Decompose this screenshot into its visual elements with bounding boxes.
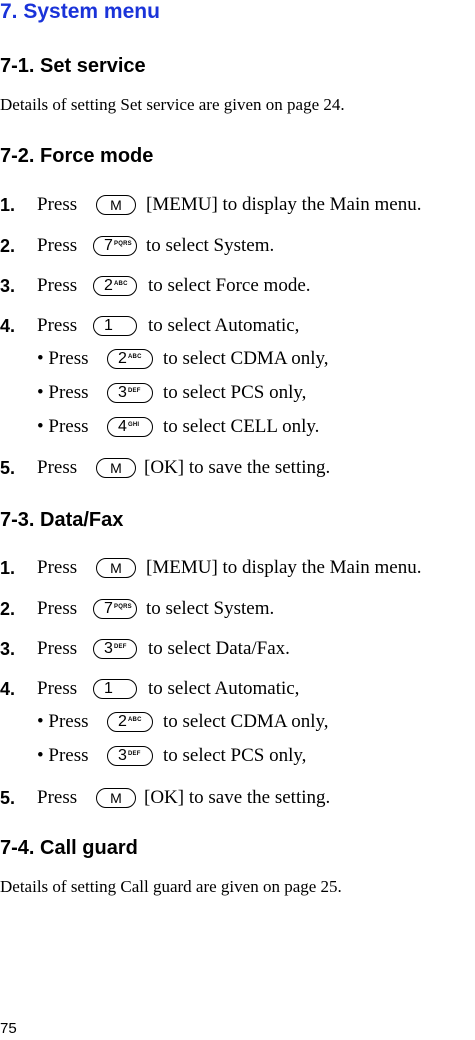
section-heading-data-fax: 7-3. Data/Fax xyxy=(0,509,124,531)
step-text: to select System. xyxy=(146,598,275,619)
bullet-text: • Press xyxy=(37,711,89,732)
step-number: 3. xyxy=(0,639,16,659)
step-1 xyxy=(0,555,475,581)
step-text: [MEMU] to display the Main menu. xyxy=(146,194,422,215)
step-number: 1. xyxy=(0,558,16,578)
step-number: 2. xyxy=(0,236,16,256)
key-3-icon: 3 DEF xyxy=(93,639,137,659)
bullet-pcs xyxy=(0,743,475,769)
step-text: Press xyxy=(37,678,78,699)
step-number: 3. xyxy=(0,276,16,296)
step-text: Press xyxy=(37,275,78,296)
bullet-text: • Press xyxy=(37,382,89,403)
menu-key-icon: M xyxy=(96,788,136,808)
key-7-icon: 7 PQRS xyxy=(93,236,137,256)
bullet-text: to select CELL only. xyxy=(163,416,320,437)
key-2-icon: 2 ABC xyxy=(107,349,153,369)
set-service-text: Details of setting Set service are given on page 24. xyxy=(0,95,345,114)
bullet-cdma xyxy=(0,346,475,372)
bullet-text: to select CDMA only, xyxy=(163,348,329,369)
step-number: 5. xyxy=(0,458,16,478)
step-text: Press xyxy=(37,787,78,808)
section-heading-force-mode: 7-2. Force mode xyxy=(0,145,154,167)
step-text: [MEMU] to display the Main menu. xyxy=(146,557,422,578)
menu-key-icon: M xyxy=(96,558,136,578)
step-5 xyxy=(0,455,475,481)
step-text: Press xyxy=(37,557,78,578)
bullet-text: • Press xyxy=(37,416,89,437)
bullet-cell xyxy=(0,414,475,440)
bullet-text: to select CDMA only, xyxy=(163,711,329,732)
step-text: Press xyxy=(37,315,78,336)
step-text: to select Automatic, xyxy=(148,315,300,336)
step-1 xyxy=(0,192,475,218)
page-title: 7. System menu xyxy=(0,0,160,23)
step-4 xyxy=(0,676,475,702)
step-text: Press xyxy=(37,235,78,256)
bullet-pcs xyxy=(0,380,475,406)
step-3 xyxy=(0,636,475,662)
step-2 xyxy=(0,233,475,259)
key-4-icon: 4 GHI xyxy=(107,417,153,437)
step-4 xyxy=(0,313,475,339)
step-number: 4. xyxy=(0,316,16,336)
step-text: to select Data/Fax. xyxy=(148,638,290,659)
page-number: 75 xyxy=(0,1020,17,1037)
key-1-icon: 1 xyxy=(93,316,137,336)
step-2 xyxy=(0,596,475,622)
key-3-icon: 3 DEF xyxy=(107,383,153,403)
bullet-text: to select PCS only, xyxy=(163,382,307,403)
step-text: Press xyxy=(37,638,78,659)
step-number: 2. xyxy=(0,599,16,619)
bullet-cdma xyxy=(0,709,475,735)
step-text: Press xyxy=(37,457,78,478)
step-number: 5. xyxy=(0,788,16,808)
step-number: 4. xyxy=(0,679,16,699)
step-3 xyxy=(0,273,475,299)
bullet-text: to select PCS only, xyxy=(163,745,307,766)
step-text: to select Force mode. xyxy=(148,275,311,296)
bullet-text: • Press xyxy=(37,745,89,766)
step-text: to select Automatic, xyxy=(148,678,300,699)
key-1-icon: 1 xyxy=(93,679,137,699)
step-text: to select System. xyxy=(146,235,275,256)
bullet-text: • Press xyxy=(37,348,89,369)
step-text: Press xyxy=(37,194,78,215)
step-text: [OK] to save the setting. xyxy=(144,787,331,808)
call-guard-text: Details of setting Call guard are given on page 25. xyxy=(0,877,342,896)
key-3-icon: 3 DEF xyxy=(107,746,153,766)
section-heading-call-guard: 7-4. Call guard xyxy=(0,837,138,859)
step-text: [OK] to save the setting. xyxy=(144,457,331,478)
step-number: 1. xyxy=(0,195,16,215)
step-text: Press xyxy=(37,598,78,619)
section-heading-set-service: 7-1. Set service xyxy=(0,55,146,77)
key-2-icon: 2 ABC xyxy=(107,712,153,732)
menu-key-icon: M xyxy=(96,195,136,215)
key-2-icon: 2 ABC xyxy=(93,276,137,296)
key-7-icon: 7 PQRS xyxy=(93,599,137,619)
menu-key-icon: M xyxy=(96,458,136,478)
step-5 xyxy=(0,785,475,811)
